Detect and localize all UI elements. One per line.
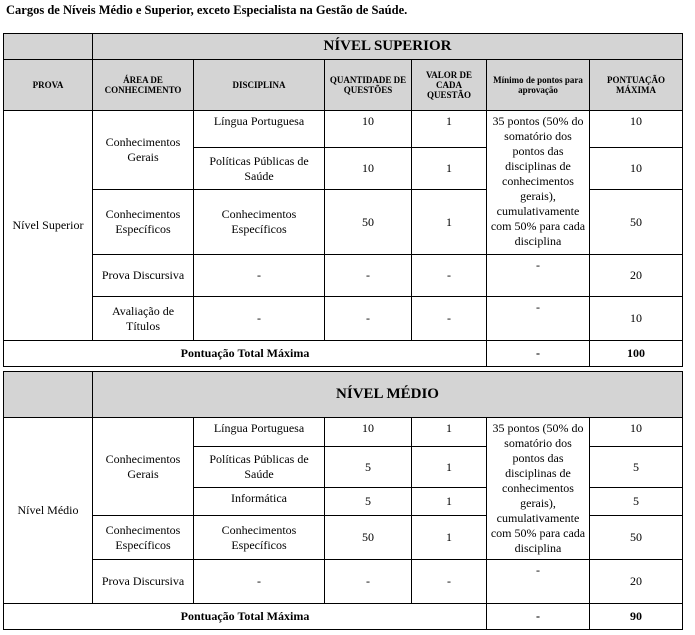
valor-cell: 1 [412, 516, 487, 560]
minimo-cell: - [487, 297, 590, 341]
disciplina-cell: Conhecimentos Específicos [194, 516, 325, 560]
pontuacao-cell: 5 [590, 447, 683, 488]
minimo-cell: - [487, 560, 590, 604]
pontuacao-cell: 20 [590, 255, 683, 297]
section-heading-superior: NÍVEL SUPERIOR [93, 34, 683, 60]
valor-cell: 1 [412, 447, 487, 488]
table-row [4, 111, 683, 148]
table-nivel-superior [3, 33, 683, 367]
quantidade-cell: 10 [325, 111, 412, 148]
disciplina-cell: Políticas Públicas de Saúde [194, 148, 325, 190]
header-minimo: Mínimo de pontos para aprovação [487, 60, 590, 111]
section-heading-medio: NÍVEL MÉDIO [93, 372, 683, 418]
valor-cell: 1 [412, 488, 487, 516]
pontuacao-cell: 10 [590, 297, 683, 341]
table-nivel-medio [3, 371, 683, 630]
document-title: Cargos de Níveis Médio e Superior, exceto Especialista na Gestão de Saúde. [6, 3, 408, 17]
total-value: 90 [590, 604, 683, 630]
disciplina-cell: Conhecimentos Específicos [194, 190, 325, 255]
pontuacao-cell: 50 [590, 190, 683, 255]
quantidade-cell: - [325, 297, 412, 341]
minimo-cell: 35 pontos (50% do somatório dos pontos das disciplinas de conhecimentos gerais), cumulativamente com 50% para cada disciplina [487, 418, 590, 560]
quantidade-cell: 10 [325, 148, 412, 190]
disciplina-cell: Língua Portuguesa [194, 111, 325, 148]
pontuacao-cell: 50 [590, 516, 683, 560]
table-row [4, 255, 683, 297]
total-label: Pontuação Total Máxima [4, 604, 487, 630]
header-prova: PROVA [4, 60, 93, 111]
area-cell: Prova Discursiva [93, 255, 194, 297]
total-value: 100 [590, 341, 683, 367]
area-cell: Prova Discursiva [93, 560, 194, 604]
quantidade-cell: - [325, 560, 412, 604]
area-cell: Conhecimentos Gerais [93, 111, 194, 190]
area-cell: Conhecimentos Específicos [93, 190, 194, 255]
table-row [4, 297, 683, 341]
area-cell: Conhecimentos Específicos [93, 516, 194, 560]
total-row [4, 341, 683, 367]
valor-cell: - [412, 560, 487, 604]
valor-cell: 1 [412, 418, 487, 447]
disciplina-cell: - [194, 560, 325, 604]
header-quantidade: QUANTIDADE DE QUESTÕES [325, 60, 412, 111]
quantidade-cell: 5 [325, 488, 412, 516]
disciplina-cell: - [194, 297, 325, 341]
total-label: Pontuação Total Máxima [4, 341, 487, 367]
prova-cell: Nível Médio [4, 418, 93, 604]
valor-cell: 1 [412, 111, 487, 148]
quantidade-cell: 50 [325, 516, 412, 560]
total-row [4, 604, 683, 630]
pontuacao-cell: 10 [590, 148, 683, 190]
quantidade-cell: 5 [325, 447, 412, 488]
area-cell: Avaliação de Títulos [93, 297, 194, 341]
valor-cell: 1 [412, 148, 487, 190]
header-blank-cell [4, 372, 93, 418]
prova-cell: Nível Superior [4, 111, 93, 341]
quantidade-cell: 50 [325, 190, 412, 255]
valor-cell: - [412, 255, 487, 297]
pontuacao-cell: 10 [590, 111, 683, 148]
area-cell: Conhecimentos Gerais [93, 418, 194, 516]
minimo-cell: - [487, 255, 590, 297]
pontuacao-cell: 20 [590, 560, 683, 604]
pontuacao-cell: 10 [590, 418, 683, 447]
pontuacao-cell: 5 [590, 488, 683, 516]
header-disciplina: DISCIPLINA [194, 60, 325, 111]
header-area: ÁREA DE CONHECIMENTO [93, 60, 194, 111]
disciplina-cell: Informática [194, 488, 325, 516]
header-valor: VALOR DE CADA QUESTÃO [412, 60, 487, 111]
table-row [4, 560, 683, 604]
minimo-cell: 35 pontos (50% do somatório dos pontos das disciplinas de conhecimentos gerais), cumulativamente com 50% para cada disciplina [487, 111, 590, 255]
valor-cell: - [412, 297, 487, 341]
total-minimo: - [487, 604, 590, 630]
disciplina-cell: Língua Portuguesa [194, 418, 325, 447]
quantidade-cell: - [325, 255, 412, 297]
quantidade-cell: 10 [325, 418, 412, 447]
disciplina-cell: - [194, 255, 325, 297]
header-blank-cell [4, 34, 93, 60]
total-minimo: - [487, 341, 590, 367]
disciplina-cell: Políticas Públicas de Saúde [194, 447, 325, 488]
valor-cell: 1 [412, 190, 487, 255]
header-pontuacao: PONTUAÇÃO MÁXIMA [590, 60, 683, 111]
table-row [4, 418, 683, 447]
